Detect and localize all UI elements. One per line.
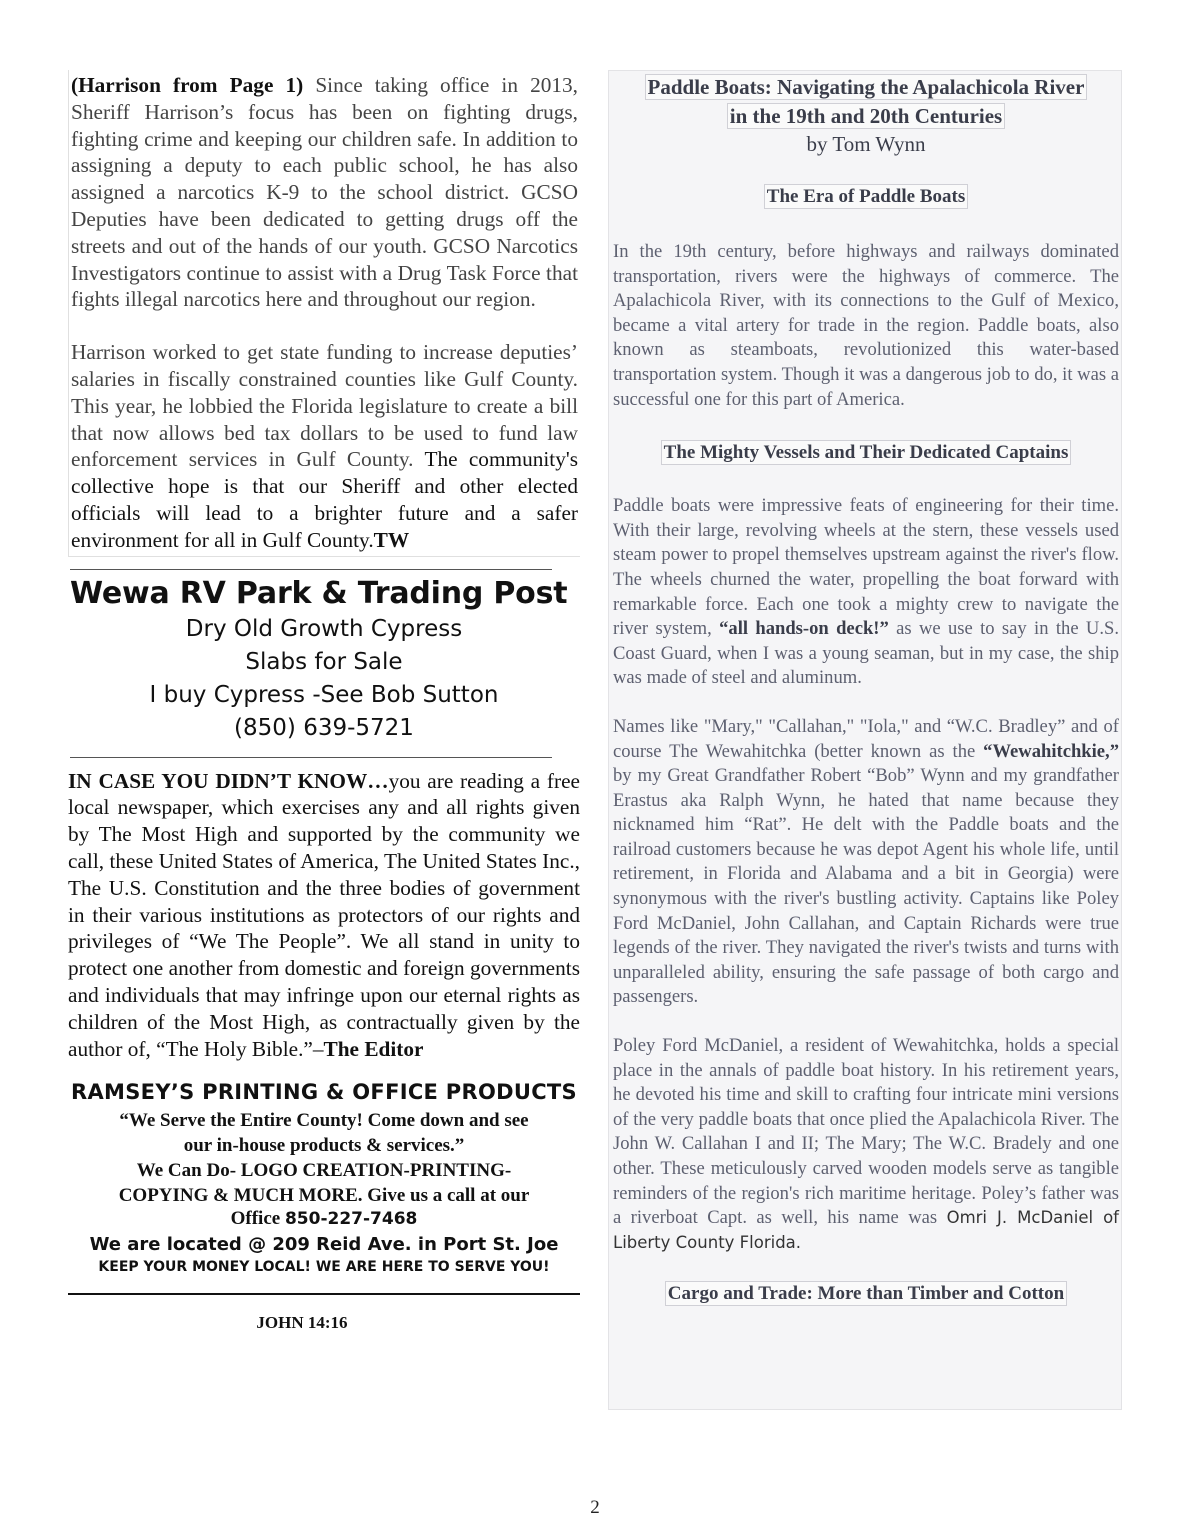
right-column <box>608 70 1122 1410</box>
harrison-paragraph-1 <box>71 72 578 313</box>
harrison-paragraph-2 <box>71 339 578 553</box>
para3-nickname: “Wewahitchkie,” <box>983 740 1119 762</box>
harrison-article <box>68 70 580 557</box>
ramsey-heading: RAMSEY’S PRINTING & OFFICE PRODUCTS <box>71 1080 577 1105</box>
harrison-text-2: Harrison worked to get state funding to increase deputies’ salaries in fiscally constrained counties like Gulf County. This year, he lobbied the Florida legislature to create a bill that now allows bed tax dollars to be used to fund law enforcement services in Gulf County. <box>71 340 578 472</box>
article-paragraph-2 <box>613 494 1119 691</box>
ramsey-office <box>68 1208 580 1230</box>
harrison-signature: TW <box>373 527 410 552</box>
harrison-text-1: Since taking office in 2013, Sheriff Harrison’s focus has been on fighting drugs, fighting crime and keeping our children safe. In addition to assigning a deputy to each public school, he has also assigned a narcotics K-9 to the school district. GCSO Deputies have been dedicated to getting drugs off the streets and out of the hands of our youth. GCSO Narcotics Investigators continue to assist with a Drug Task Force that fights illegal narcotics here and throughout our region. <box>71 73 578 312</box>
wewa-line-3: I buy Cypress -See Bob Sutton <box>149 681 499 708</box>
article-paragraph-3 <box>613 715 1119 1010</box>
section-heading-3-text: Cargo and Trade: More than Timber and Cotton <box>665 1281 1067 1306</box>
ramsey-quote-1: “We Serve the Entire County! Come down and see <box>119 1110 529 1132</box>
para2-quote: “all hands-on deck!” <box>719 618 889 640</box>
section-heading-1 <box>613 186 1119 208</box>
divider <box>70 757 552 758</box>
wewa-title: Wewa RV Park & Trading Post <box>70 575 568 611</box>
section-heading-2 <box>613 442 1119 464</box>
wewa-rv-ad <box>68 576 580 745</box>
para4-text-a: Poley Ford McDaniel, a resident of Wewahitchka, holds a special place in the annals of paddle boat history. In his retirement years, he devoted his time and skill to crafting four intricate mini versions of the very paddle boats that once plied the Apalachicola River. The John W. Callahan I and II; The Mary; The W.C. Bradely and one other. These meticulously carved wooden models serve as tangible reminders of the region's rich maritime heritage. Poley’s father was a riverboat Capt. as well, his name was <box>613 1035 1119 1229</box>
notice-lead: IN CASE YOU DIDN’T KNOW… <box>68 768 389 793</box>
article-title-2 <box>613 102 1119 130</box>
article-paragraph-4 <box>613 1034 1119 1255</box>
article-title-line-1: Paddle Boats: Navigating the Apalachicola River <box>645 74 1088 100</box>
ramsey-quote-3: We Can Do- LOGO CREATION-PRINTING- <box>136 1160 512 1182</box>
article-title-line-2: in the 19th and 20th Centuries <box>727 103 1005 129</box>
ramsey-quote-2: our in-house products & services.” <box>183 1135 465 1157</box>
ramsey-keep-local: KEEP YOUR MONEY LOCAL! WE ARE HERE TO SERVE YOU! <box>98 1259 550 1276</box>
divider <box>70 569 552 570</box>
article-byline: by Tom Wynn <box>806 132 926 156</box>
harrison-lead: (Harrison from Page 1) <box>71 73 304 97</box>
wewa-phone: (850) 639-5721 <box>234 714 414 741</box>
section-heading-2-text: The Mighty Vessels and Their Dedicated Captains <box>661 440 1072 465</box>
para4-text-b: Omri J. McDaniel of Liberty County Florida. <box>613 1208 1119 1252</box>
left-column <box>68 70 580 1333</box>
ramsey-quote-4: COPYING & MUCH MORE. Give us a call at our <box>118 1185 530 1207</box>
ramsey-location: We are located @ 209 Reid Ave. in Port St. Joe <box>89 1234 559 1256</box>
para3-text-c: by my Great Grandfather Robert “Bob” Wynn and my grandfather Erastus aka Ralph Wynn, he hated that name because they nicknamed him “Rat”. He delt with the Paddle boats and the railroad customers because he was depot Agent his whole life, until retirement, in Florida and Alabama and a bit in Georgia) were synonymous with the river's bustling activity. Captains like Poley Ford McDaniel, John Callahan, and Captain Richards were true legends of the river. They navigated the river's twists and turns with unparalleled ability, ensuring the safe passage of both cargo and passengers. <box>613 765 1119 1008</box>
editor-notice <box>68 768 580 1063</box>
para3-text-a: Names like "Mary," "Callahan," "Iola," and “W.C. Bradley” and of course The Wewahitchka (better known as the <box>613 715 1119 762</box>
ramsey-office-label: Office <box>230 1208 285 1230</box>
notice-text: you are reading a free local newspaper, which exercises any and all rights given by The Most High and supported by the community we call, these United States of America, The United States Inc., The U.S. Constitution and the three bodies of government in their various institutions as protectors of our rights and privileges of “We The People”. We all stand in unity to protect one another from domestic and foreign governments and individuals that may infringe upon our eternal rights as children of the Most High, as contractually given by the author of, “The Holy Bible.”– <box>68 768 580 1061</box>
thick-divider <box>68 1293 580 1295</box>
para2-text-c: as we use to say in the U.S. Coast Guard, when I was a young seaman, but in my case, the ship was made of steel and aluminum. <box>613 618 1119 689</box>
bible-verse: JOHN 14:16 <box>256 1313 348 1333</box>
wewa-line-2: Slabs for Sale <box>245 648 403 675</box>
section-heading-1-text: The Era of Paddle Boats <box>764 184 968 209</box>
para2-text-a: Paddle boats were impressive feats of engineering for their time. With their large, revolving wheels at the stern, these vessels used steam power to propel themselves upstream against the river's flow. The wheels churned the water, propelling the boat forward with remarkable force. Each one took a mighty crew to navigate the river system, <box>613 495 1119 640</box>
section-heading-3 <box>613 1283 1119 1305</box>
article-paragraph-1: In the 19th century, before highways and railways dominated transportation, rivers were the highways of commerce. The Apalachicola River, with its connections to the Gulf of Mexico, became a vital artery for trade in the region. Paddle boats, also known as steamboats, revolutionized this water-based transportation system. Though it was a dangerous job to do, it was a successful one for this part of America. <box>613 241 1119 410</box>
notice-signature: The Editor <box>323 1036 424 1061</box>
ramsey-ad <box>68 1080 580 1275</box>
page-number: 2 <box>590 1497 600 1518</box>
wewa-line-1: Dry Old Growth Cypress <box>185 615 463 642</box>
ramsey-office-phone: 850-227-7468 <box>284 1209 418 1230</box>
harrison-text-3: The community's collective hope is that our Sheriff and other elected officials will lead to a brighter future and a safer environment for all in Gulf County. <box>71 447 578 552</box>
article-title <box>613 73 1119 101</box>
